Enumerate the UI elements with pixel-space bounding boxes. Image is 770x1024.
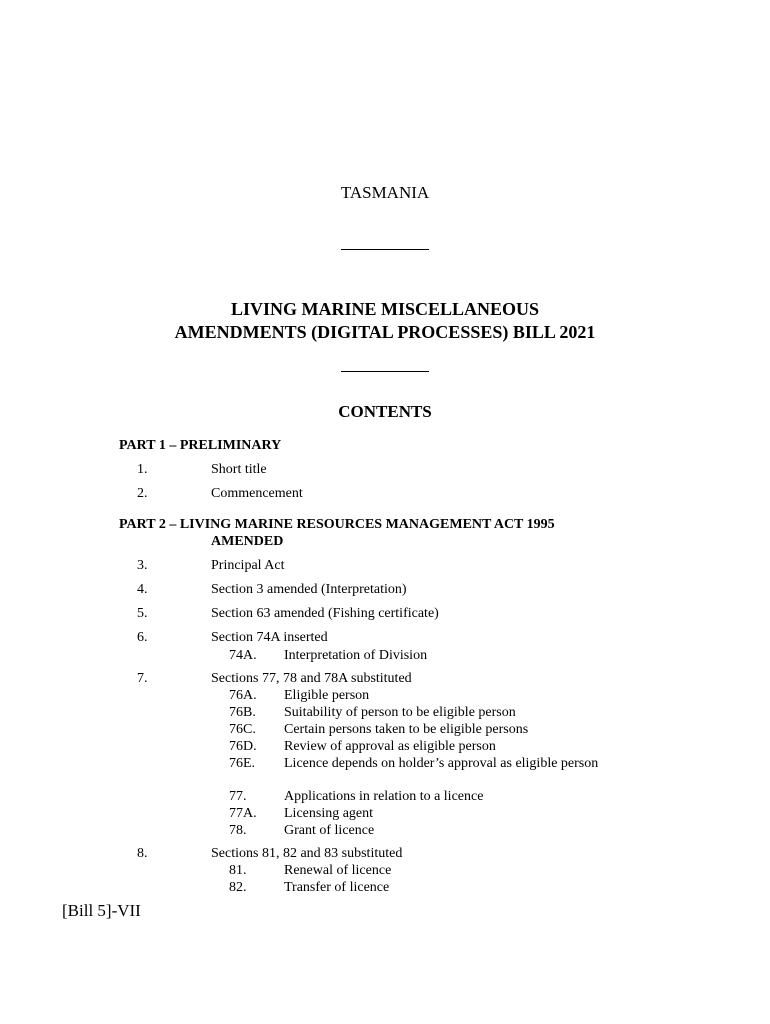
toc-item-number: 2. [137,486,148,501]
toc-subitem-title: Grant of licence [284,823,375,838]
toc-subitem-title: Interpretation of Division [284,648,428,663]
contents-heading: CONTENTS [338,402,432,421]
toc-subitem-title: Licence depends on holder’s approval as eligible person [284,756,599,771]
toc-subitem-number: 74A. [229,648,257,663]
toc-item-number: 3. [137,558,148,573]
bill-title-line-2: AMENDMENTS (DIGITAL PROCESSES) BILL 2021 [174,322,596,342]
toc-subitem-number: 82. [229,880,247,895]
toc-subitem-title: Eligible person [284,688,370,703]
toc-subitem-title: Licensing agent [284,806,374,821]
jurisdiction-heading: TASMANIA [340,183,430,202]
toc-subitem-number: 76B. [229,705,256,720]
toc-item-number: 6. [137,630,148,645]
toc-subitem-number: 76C. [229,722,256,737]
toc-subitem-number: 81. [229,863,247,878]
toc-item-number: 4. [137,582,148,597]
part-2-heading [119,516,555,550]
toc-subitem-title: Suitability of person to be eligible person [284,705,516,720]
toc-item-title: Short title [211,462,267,477]
toc-subitem-title: Transfer of licence [284,880,390,895]
part-1-heading: PART 1 – PRELIMINARY [119,438,282,453]
toc-item-number: 8. [137,846,148,861]
toc-item-title: Section 74A inserted [211,630,328,645]
toc-item-title: Section 3 amended (Interpretation) [211,582,407,597]
toc-item-number: 5. [137,606,148,621]
bill-title [0,298,770,344]
toc-subitem-title: Applications in relation to a licence [284,789,484,804]
toc-subitem-number: 76D. [229,739,257,754]
toc-subitem-title: Renewal of licence [284,863,392,878]
toc-item-title: Sections 77, 78 and 78A substituted [211,671,412,686]
toc-subitem-number: 76A. [229,688,257,703]
toc-item-title: Sections 81, 82 and 83 substituted [211,846,403,861]
toc-subitem-title: Certain persons taken to be eligible persons [284,722,529,737]
toc-subitem-number: 76E. [229,756,256,771]
part-2-heading-line-1: PART 2 – LIVING MARINE RESOURCES MANAGEMENT ACT 1995 [119,517,555,532]
toc-subitem-number: 77. [229,789,247,804]
toc-item-title: Commencement [211,486,303,501]
part-2-heading-line-2: AMENDED [211,534,284,549]
divider-line [341,249,429,250]
toc-item-title: Section 63 amended (Fishing certificate) [211,606,439,621]
toc-subitem-title: Review of approval as eligible person [284,739,496,754]
toc-item-number: 1. [137,462,148,477]
bill-reference: [Bill 5]-VII [62,901,141,920]
toc-subitem-number: 78. [229,823,247,838]
toc-subitem-number: 77A. [229,806,257,821]
toc-item-number: 7. [137,671,148,686]
divider-line [341,371,429,372]
toc-item-title: Principal Act [211,558,285,573]
bill-title-line-1: LIVING MARINE MISCELLANEOUS [230,299,540,319]
